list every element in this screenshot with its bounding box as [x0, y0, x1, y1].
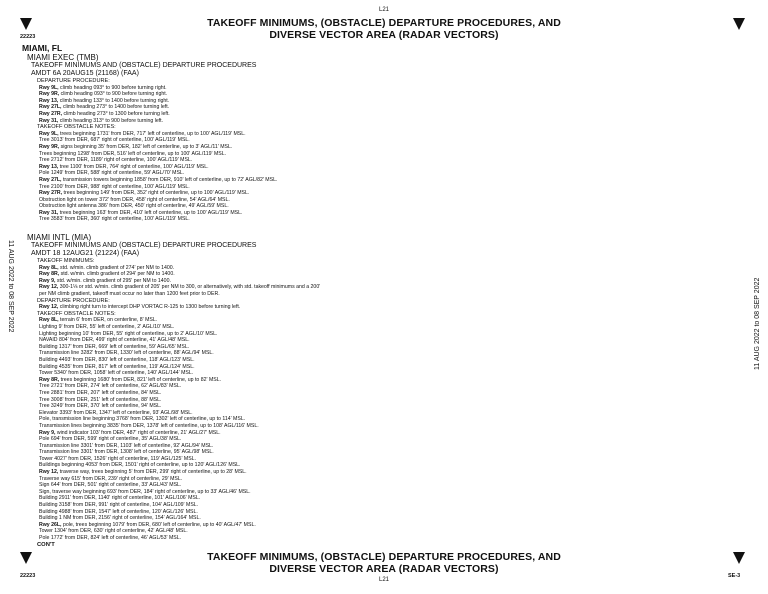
procedure-line — [39, 337, 722, 344]
procedure-text: terrain 6' from DER, on centerline, 8' MSL. — [58, 317, 158, 324]
procedure-line — [39, 377, 722, 384]
procedure-text: Lighting 9' from DER, 55' left of centerline, 2' AGL/10' MSL. — [39, 324, 175, 330]
procedure-text: Building 4988' from DER, 1547' left of centerline, 120' AGL/126' MSL. — [39, 508, 198, 515]
procedure-line — [39, 91, 722, 98]
procedure-line — [39, 324, 722, 331]
runway-label: Rwy 27R, — [39, 110, 63, 117]
procedure-line — [39, 383, 722, 390]
runway-label: Rwy 27L, — [39, 104, 62, 111]
procedure-text: Building 2911' from DER, 1140' right of centerline, 101' AGL/106' MSL. — [39, 495, 201, 502]
spacer — [22, 223, 722, 233]
procedure-text: Transmission line 3301' from DER, 1103' left of centerline, 92' AGL/94' MSL. — [39, 442, 214, 449]
procedure-text: Tree 3583' from DER, 360' right of centerline, 100' AGL/119' MSL. — [39, 216, 190, 223]
runway-label: Rwy 13, — [39, 97, 59, 104]
procedure-text: climb heading 273° to 1400 before turning left. — [61, 104, 170, 111]
procedure-text: climb heading 273° to 1300 before turning left. — [62, 110, 170, 117]
airport-name: MIAMI INTL (MIA) — [27, 233, 92, 243]
runway-label: Rwy 9R, — [39, 143, 60, 150]
header-title-line1: TAKEOFF MINIMUMS, (OBSTACLE) DEPARTURE PROCEDURES, AND — [207, 17, 561, 29]
procedure-text: trees beginning 149' from DER, 352' right of centerline, up to 100' AGL/119' MSL. — [62, 190, 250, 197]
procedure-text: Building 1317' from DER, 669' left of centerline, 59' AGL/65' MSL. — [39, 343, 190, 350]
procedure-text: Tower 4027' from DER, 1526' right of centerline, 119' AGL/125' MSL. — [39, 455, 196, 462]
procedure-line — [39, 430, 722, 437]
procedure-text: trees beginning 1731' from DER, 717' left of centerline, up to 100' AGL/119' MSL. — [58, 130, 246, 137]
procedure-text: Sign, traverse way beginning 693' from DER, 184' right of centerline, up to 33' AGL/46' MSL. — [39, 488, 251, 495]
procedure-line — [39, 284, 722, 291]
block-heading: DEPARTURE PROCEDURE: — [37, 78, 110, 84]
procedure-line — [39, 265, 722, 272]
procedure-text: Pole 1772' from DER, 824' left of centerline, 46' AGL/53' MSL. — [39, 535, 182, 541]
triangle-icon — [20, 18, 32, 30]
section-title: TAKEOFF MINIMUMS AND (OBSTACLE) DEPARTURE PROCEDURES — [31, 62, 257, 69]
procedure-text: Tree 2712' from DER, 1189' right of centerline, 100' AGL/119' MSL. — [39, 157, 193, 164]
procedure-text: std. w/min. climb gradient of 295' per NM to 1400. — [55, 277, 171, 284]
procedure-line — [39, 350, 722, 357]
procedure-line — [39, 469, 722, 476]
procedure-line — [39, 528, 722, 535]
procedure-text: Transmission lines beginning 3835' from DER, 1378' left of centerline, up to 108' AGL/116' MSL. — [39, 422, 259, 429]
procedure-line — [39, 535, 722, 542]
side-date-right: 11 AUG 2022 to 08 SEP 2022 — [754, 277, 761, 370]
procedure-text: signs beginning 35' from DER, 182' left of centerline, up to 3' AGL/11' MSL. — [59, 143, 233, 150]
procedure-text: Building 4493' from DER, 830' left of centerline, 118' AGL/123' MSL. — [39, 356, 195, 363]
runway-label: Rwy 27R, — [39, 190, 63, 197]
triangle-icon — [733, 18, 745, 30]
procedure-line — [39, 423, 722, 430]
triangle-icon — [20, 552, 32, 564]
procedure-line — [39, 151, 722, 158]
procedure-line — [39, 157, 722, 164]
runway-label: Rwy 8L, — [39, 317, 59, 324]
continued-label: CON'T — [37, 541, 55, 548]
triangle-icon — [733, 552, 745, 564]
procedure-text: Buildings beginning 4053' from DER, 1501' right of centerline, up to 120' AGL/126' MSL. — [39, 462, 241, 469]
procedure-line — [39, 449, 722, 456]
procedure-text: traverse way, trees beginning 5' from DER, 299' right of centerline, up to 28' MSL. — [58, 469, 247, 476]
section-title: TAKEOFF MINIMUMS AND (OBSTACLE) DEPARTURE PROCEDURES — [31, 242, 257, 250]
side-date-left: 11 AUG 2022 to 08 SEP 2022 — [7, 240, 14, 333]
procedure-text: Pole 1249' from DER, 588' right of centerline, 59' AGL/70' MSL. — [39, 170, 185, 177]
procedure-text: Building 4535' from DER, 817' left of centerline, 119' AGL/124' MSL. — [39, 363, 195, 370]
procedure-text: Trees beginning 1298' from DER, 516' left of centerline, up to 100' AGL/119' MSL. — [39, 150, 227, 157]
runway-label: Rwy 9R, — [39, 91, 60, 98]
procedure-text: Pole, transmission line beginning 3768' from DER, 1302' left of centerline, up to 114' MSL. — [39, 416, 246, 423]
procedure-text: wind indicator 103' from DER, 487' right of centerline, 21' AGL/27' MSL. — [55, 429, 221, 436]
procedure-text: transmission towers beginning 1858' from DER, 910' left of centerline, up to 72' AGL/82' MSL. — [61, 176, 278, 183]
procedure-line — [39, 216, 722, 223]
runway-label: Rwy 8R, — [39, 376, 60, 383]
footer-section-code: SE-3 — [728, 573, 741, 579]
footer-title-line1: TAKEOFF MINIMUMS, (OBSTACLE) DEPARTURE PROCEDURES, AND — [207, 551, 561, 563]
runway-label: Rwy 8L, — [39, 264, 59, 271]
procedure-text: Transmission line 3282' from DER, 1330' left of centerline, 88' AGL/94' MSL. — [39, 350, 214, 357]
procedure-text: trees beginning 1680' from DER, 821' left of centerline, up to 82' MSL. — [59, 376, 222, 383]
runway-label: Rwy 27L, — [39, 176, 62, 183]
procedure-line — [39, 462, 722, 469]
procedure-line — [39, 509, 722, 516]
runway-label: Rwy 31, — [39, 209, 59, 216]
procedure-line — [39, 203, 722, 210]
procedure-line — [39, 390, 722, 397]
procedure-line — [39, 522, 722, 529]
procedure-line — [39, 137, 722, 144]
amendment: AMDT 6A 20AUG15 (21168) (FAA) — [31, 70, 139, 77]
procedure-line — [39, 331, 722, 338]
procedure-text: Tree 2100' from DER, 988' right of centerline, 100' AGL/119' MSL. — [39, 183, 190, 190]
header-cycle: 22223 — [20, 34, 36, 40]
block-heading: TAKEOFF OBSTACLE NOTES: — [37, 124, 116, 131]
procedure-text: Tree 2881' from DER, 207' left of centerline, 84' MSL. — [39, 389, 162, 396]
procedure-line — [39, 177, 722, 184]
runway-label: Rwy 8R, — [39, 271, 60, 278]
procedure-text: std. w/min. climb gradient of 274' per NM to 1400. — [58, 264, 175, 271]
procedure-text: Elevator 3393' from DER, 1347' left of centerline, 93' AGL/98' MSL. — [39, 409, 193, 416]
procedure-line — [39, 502, 722, 509]
procedure-line — [39, 495, 722, 502]
procedure-text: pole, trees beginning 1079' from DER, 680' left of centerline, up to 40' AGL/47' MSL. — [61, 521, 256, 528]
procedure-text: NAVAID 804' from DER, 499' right of centerline, 41' AGL/48' MSL. — [39, 337, 190, 344]
page-label-bottom: L21 — [378, 577, 389, 583]
procedure-text: 300-1⅛ or std. w/min. climb gradient of 205' per NM to 300, or alternatively, with std. takeoff minimums and a 200' — [58, 284, 321, 291]
procedure-text: climbing right turn to intercept DHP VORTAC R-125 to 1300 before turning left. — [58, 304, 241, 311]
procedure-text: per NM climb gradient, takeoff must occur no later than 1200 feet prior to DER. — [39, 291, 220, 298]
procedure-line — [39, 370, 722, 377]
procedure-text: Lighting beginning 10' from DER, 55' right of centerline, up to 2' AGL/10' MSL. — [39, 330, 218, 337]
procedure-line — [39, 456, 722, 463]
footer-title-line2: DIVERSE VECTOR AREA (RADAR VECTORS) — [269, 563, 499, 575]
procedure-text: Building 3158' from DER, 991' right of centerline, 104' AGL/109' MSL. — [39, 502, 199, 509]
procedure-text: Building 1 NM from DER, 2156' right of centerline, 154' AGL/164' MSL. — [39, 515, 201, 522]
procedure-text: Tree 3013' from DER, 687' right of centerline, 100' AGL/119' MSL. — [39, 137, 190, 144]
procedure-line — [39, 170, 722, 177]
procedure-text: Pole 694' from DER, 599' right of centerline, 35' AGL/38' MSL. — [39, 436, 182, 443]
procedure-line — [39, 144, 722, 151]
procedure-text: Obstruction light on tower 372' from DER, 458' right of centerline, 54' AGL/64' MSL. — [39, 196, 230, 203]
runway-label: Rwy 12, — [39, 304, 59, 311]
procedure-line — [39, 410, 722, 417]
procedure-line — [39, 364, 722, 371]
block-heading: TAKEOFF MINIMUMS: — [37, 258, 95, 265]
procedure-text: Transmission line 3301' from DER, 1308' left of centerline, 95' AGL/98' MSL. — [39, 449, 214, 456]
main-content — [22, 44, 722, 549]
procedure-text: climb heading 093° to 900 before turning right. — [58, 84, 167, 91]
airport-name: MIAMI EXEC (TMB) — [27, 53, 99, 62]
runway-label: Rwy 12, — [39, 469, 59, 476]
procedure-line — [39, 291, 722, 298]
procedure-text: Tree 3008' from DER, 251' left of centerline, 88' MSL. — [39, 396, 162, 403]
header-title-line2: DIVERSE VECTOR AREA (RADAR VECTORS) — [269, 29, 499, 41]
procedure-line — [39, 131, 722, 138]
page-label-top: L21 — [378, 7, 389, 13]
runway-label: Rwy 9L, — [39, 84, 59, 91]
procedure-line — [39, 278, 722, 285]
procedure-text: std. w/min. climb gradient of 294' per NM to 1400. — [59, 271, 175, 278]
procedure-line — [39, 164, 722, 171]
runway-label: Rwy 9, — [39, 429, 56, 436]
runway-label: Rwy 12, — [39, 284, 59, 291]
procedure-text: trees beginning 163' from DER, 410' left of centerline, up to 100' AGL/119' MSL. — [58, 209, 243, 216]
procedure-line — [39, 416, 722, 423]
amendment: AMDT 18 12AUG21 (21224) (FAA) — [31, 250, 140, 258]
runway-label: Rwy 9L, — [39, 130, 59, 137]
footer-cycle: 22223 — [20, 573, 36, 579]
procedure-line — [39, 197, 722, 204]
procedure-line — [39, 304, 722, 311]
runway-label: Rwy 31, — [39, 117, 59, 124]
procedure-text: Sign 644' from DER, 501' right of centerline, 33' AGL/43' MSL. — [39, 482, 182, 489]
procedure-line — [39, 111, 722, 118]
location-heading: MIAMI, FL — [22, 43, 63, 53]
block-heading: DEPARTURE PROCEDURE: — [37, 297, 110, 304]
procedure-line — [39, 403, 722, 410]
procedure-text: climb heading 313° to 900 before turning left. — [58, 117, 164, 124]
procedure-line — [39, 476, 722, 483]
procedure-line — [39, 190, 722, 197]
procedure-line — [39, 436, 722, 443]
procedure-line — [39, 210, 722, 217]
procedure-text: Tree 2721' from DER, 274' left of centerline, 62' AGL/83' MSL. — [39, 383, 182, 390]
procedure-line — [39, 489, 722, 496]
procedure-line — [39, 98, 722, 105]
runway-label: Rwy 13, — [39, 163, 59, 170]
runway-label: Rwy 9, — [39, 277, 56, 284]
procedure-text: Traverse way 615' from DER, 239' right of centerline, 29' MSL. — [39, 475, 183, 482]
procedure-text: Tower 5340' from DER, 1058' left of centerline, 140' AGL/144' MSL. — [39, 370, 194, 377]
procedure-line — [39, 397, 722, 404]
runway-label: Rwy 26L, — [39, 521, 62, 528]
procedure-line — [39, 184, 722, 191]
procedure-line — [39, 482, 722, 489]
procedure-line — [39, 118, 722, 125]
procedure-line — [39, 271, 722, 278]
procedure-line — [39, 85, 722, 92]
procedure-text: climb heading 093° to 900 before turning right. — [59, 91, 168, 98]
procedure-text: climb heading 133° to 1400 before turning right. — [58, 97, 170, 104]
procedure-line — [39, 317, 722, 324]
header-banner — [0, 17, 768, 47]
procedure-line — [39, 344, 722, 351]
procedure-text: tree 1100' from DER, 764' right of centerline, 100' AGL/119' MSL. — [58, 163, 209, 170]
procedure-line — [39, 443, 722, 450]
procedure-text: Obstruction light antenna 386' from DER, 450' right of centerline, 49' AGL/59' MSL. — [39, 203, 229, 210]
procedure-text: Tower 1304' from DER, 630' right of centerline, 42' AGL/48' MSL. — [39, 528, 188, 535]
procedure-line — [39, 104, 722, 111]
block-heading: TAKEOFF OBSTACLE NOTES: — [37, 310, 116, 317]
procedure-line — [39, 357, 722, 364]
procedure-line — [39, 515, 722, 522]
procedure-text: Tree 3249' from DER, 370' left of centerline, 94' MSL. — [39, 403, 162, 410]
